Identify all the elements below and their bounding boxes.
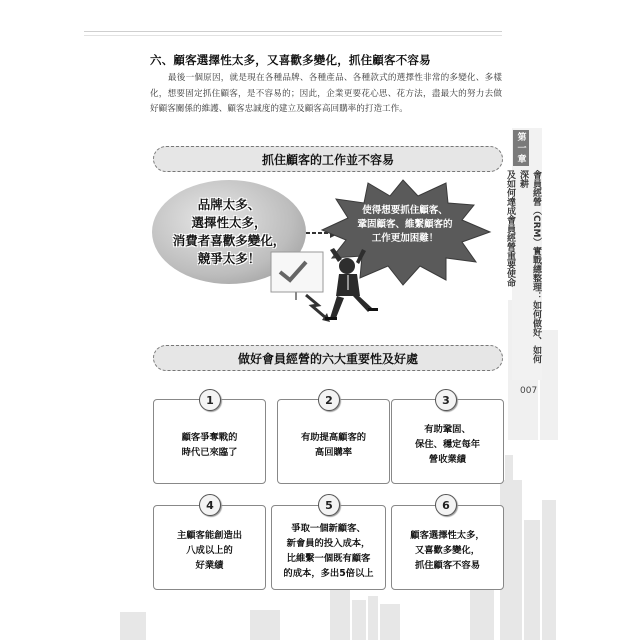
oval-line: 消費者喜歡多變化，: [172, 233, 286, 248]
benefit-box-3: [391, 399, 504, 484]
chapter-label: 第一章: [513, 130, 529, 166]
burst-caption: [340, 204, 470, 246]
chapter-title-line: 會員經營（CRM）實戰總整理：如何做好、如何深耕: [518, 170, 541, 364]
number-badge-2: 2: [318, 389, 340, 411]
benefit-box-5: [271, 505, 386, 590]
number-badge-5: 5: [318, 494, 340, 516]
benefit-line: 主顧客能創造出: [176, 530, 243, 541]
section-heading: 六、顧客選擇性太多，又喜歡多變化，抓住顧客不容易: [150, 53, 431, 67]
number-badge-6: 6: [435, 494, 457, 516]
banner-difficulty: 抓住顧客的工作並不容易: [153, 146, 503, 172]
benefit-line: 保住、穩定每年: [414, 439, 481, 450]
benefit-line: 比維繫一個既有顧客: [286, 552, 371, 564]
benefit-line: 好業績: [195, 560, 224, 571]
benefit-line: 營收業績: [428, 454, 467, 465]
burst-line: 工作更加困難！: [371, 233, 439, 244]
oval-line: 競爭太多！: [197, 251, 261, 266]
benefit-box-1: [153, 399, 266, 484]
benefit-line: 的成本，多出5倍以上: [283, 567, 374, 579]
benefit-line: 時代已來臨了: [181, 446, 238, 458]
banner-six-benefits: 做好會員經營的六大重要性及好處: [153, 345, 503, 371]
benefit-line: 抓住顧客不容易: [414, 560, 481, 571]
burst-line: 使得想要抓住顧客、: [362, 205, 448, 216]
benefit-box-4: [153, 505, 266, 590]
body-paragraph: 最後一個原因，就是現在各種品牌、各種產品、各種款式的選擇性非常的多變化、多樣化，想要固定抓住顧客，是不容易的；因此，企業更要花心思、花方法，盡最大的努力去做好顧客關係的維護、顧客忠誠度的建立及顧客高回購率的打造工作。: [150, 73, 502, 114]
number-badge-3: 3: [435, 389, 457, 411]
oval-line: 選擇性太多，: [191, 215, 267, 230]
benefit-line: 八成以上的: [186, 545, 233, 556]
benefit-line: 有助鞏固、: [424, 424, 471, 435]
chapter-title-line: 及如何達成會員經營重要使命: [505, 170, 515, 287]
benefit-line: 又喜歡多變化，: [414, 545, 481, 556]
chapter-title: [505, 170, 542, 370]
benefit-line: 有助提高顧客的: [300, 431, 367, 443]
falling-chart-icon: [271, 252, 323, 300]
benefit-line: 新會員的投入成本，: [286, 537, 371, 549]
number-badge-1: 1: [199, 389, 221, 411]
number-badge-4: 4: [199, 494, 221, 516]
burst-line: 鞏固顧客、維繫顧客的: [357, 219, 453, 230]
benefit-box-6: [391, 505, 504, 590]
benefit-line: 高回購率: [314, 446, 353, 458]
benefit-box-2: [277, 399, 390, 484]
benefit-line: 顧客選擇性太多，: [410, 530, 485, 541]
benefit-line: 顧客爭奪戰的: [181, 431, 238, 443]
benefit-line: 爭取一個新顧客、: [291, 522, 366, 534]
page-number: 007: [520, 386, 538, 396]
oval-line: 品牌太多、: [197, 197, 261, 212]
